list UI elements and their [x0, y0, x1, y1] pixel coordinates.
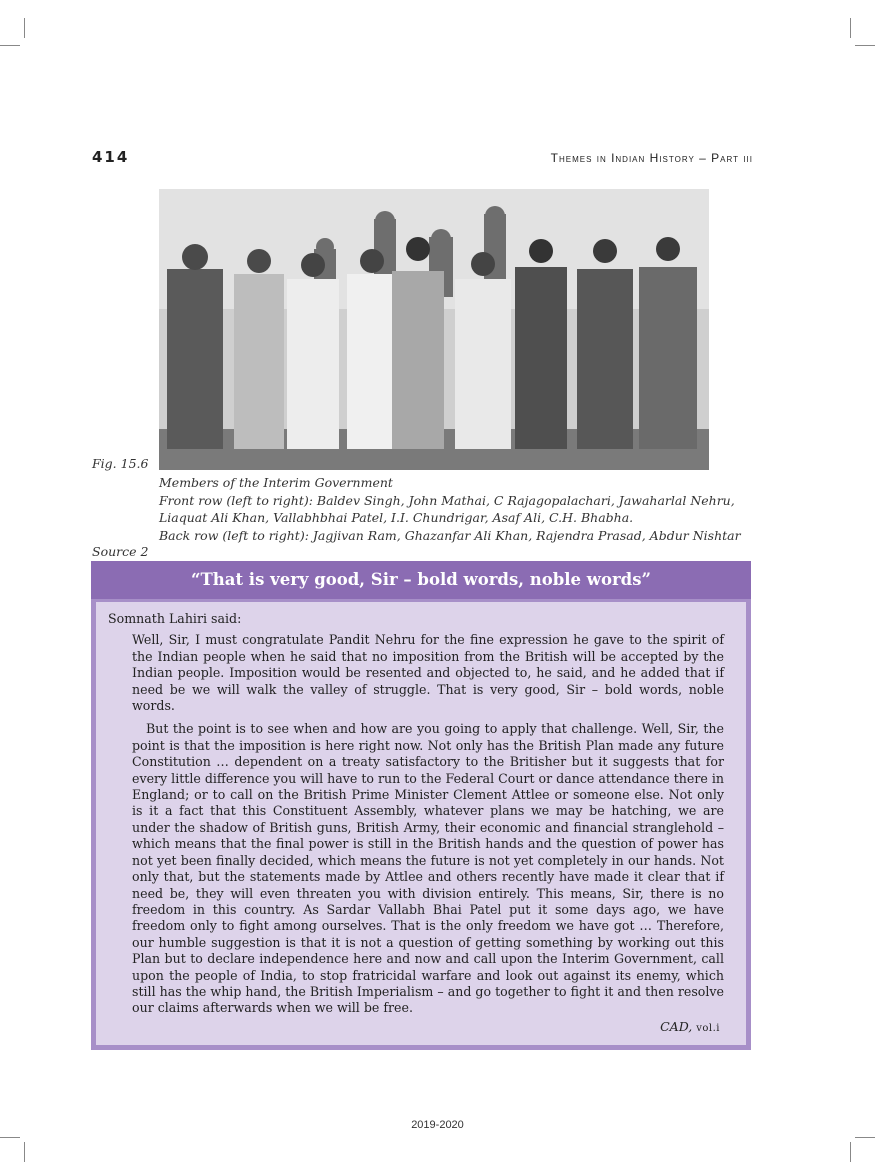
citation: [108, 1019, 724, 1037]
crop-mark: [24, 1142, 25, 1162]
crop-mark: [24, 18, 25, 38]
citation-title: CAD,: [660, 1018, 693, 1034]
page-number: 414: [92, 148, 130, 166]
figure-caption: [159, 474, 759, 544]
source-paragraph: But the point is to see when and how are you going to apply that challenge. Well, Sir, the point is that the imposition is here right now. Not only has the British Plan made any future Constitution … dependent on a treaty satisfactory to the Britisher but it suggests that for every little difference you will have to run to the Federal Court or dance attendance there in England; or to call on the British Prime Minister Clement Attlee or someone else. Not only is it a fact that this Constituent Assembly, whatever plans we may be hatching, we are under the shadow of British guns, British Army, their economic and financial stranglehold – which means that the final power is still in the British hands and the question of power has not yet been finally decided, which means the future is not yet completely in our hands. Not only that, but the statements made by Attlee and others recently have made it clear that if need be, they will even threaten you with division entirely. This means, Sir, there is no freedom in this country. As Sardar Vallabh Bhai Patel put it some days ago, we have freedom only to fight among ourselves. That is the only freedom we have got … Therefore, our humble suggestion is that it is not a question of getting something by working out this Plan but to declare independence here and now and call upon the Interim Government, call upon the people of India, to stop fratricidal warfare and look out against its enemy, which still has the whip hand, the British Imperialism – and go together to fight it and then resolve our claims afterwards when we will be free.: [132, 721, 724, 1016]
caption-line: Members of the Interim Government: [159, 475, 393, 490]
crop-mark: [0, 45, 20, 46]
source-label: Source 2: [92, 544, 149, 559]
crop-mark: [0, 1137, 20, 1138]
running-head: Themes in Indian History – Part iii: [550, 151, 753, 165]
crop-mark: [850, 18, 851, 38]
figure-label: Fig. 15.6: [92, 456, 149, 471]
source-body: [96, 602, 746, 1045]
source-box: [91, 561, 751, 1050]
source-paragraph: Well, Sir, I must congratulate Pandit Nehru for the fine expression he gave to the spirit of the Indian people when he said that no imposition from the British will be accepted by the Indian people. Imposition would be resented and objected to, he said, and he added that if need be we will walk the valley of struggle. That is very good, Sir – bold words, noble words.: [132, 632, 724, 714]
caption-line: Front row (left to right): Baldev Singh, John Mathai, C Rajagopalachari, Jawaharlal Nehru,: [159, 492, 735, 508]
caption-line: Liaquat Ali Khan, Vallabhbhai Patel, I.I. Chundrigar, Asaf Ali, C.H. Bhabha.: [159, 510, 634, 525]
crop-mark: [855, 1137, 875, 1138]
caption-line: Back row (left to right): Jagjivan Ram, Ghazanfar Ali Khan, Rajendra Prasad, Abdur Nishtar: [159, 527, 741, 543]
source-title: “That is very good, Sir – bold words, noble words”: [91, 561, 751, 599]
crop-mark: [850, 1142, 851, 1162]
crop-mark: [855, 45, 875, 46]
group-photo-illustration: [159, 189, 709, 470]
citation-volume: vol.i: [696, 1022, 720, 1034]
speaker-line: Somnath Lahiri said:: [108, 611, 242, 626]
footer-year: 2019-2020: [411, 1119, 464, 1131]
interim-government-photo: [159, 189, 709, 470]
